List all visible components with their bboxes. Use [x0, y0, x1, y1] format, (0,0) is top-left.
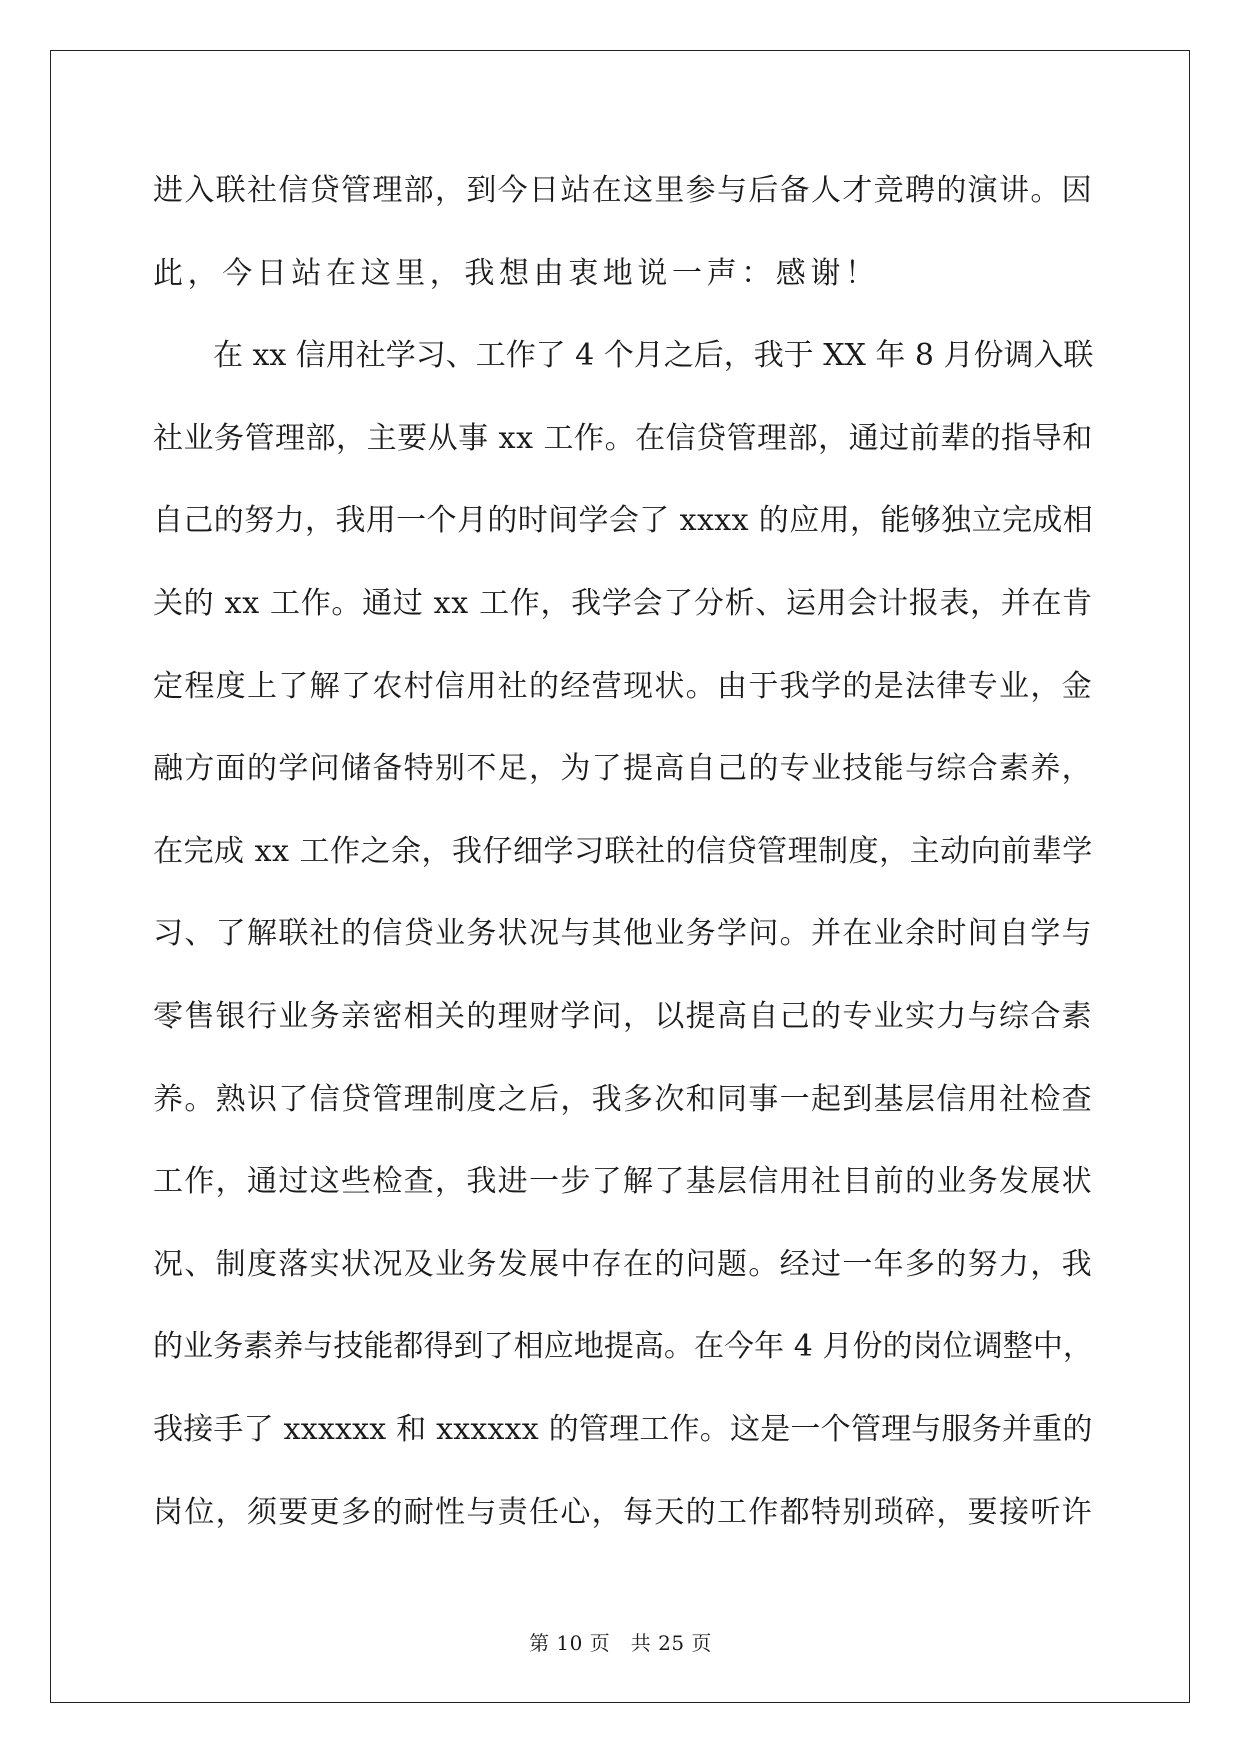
text-line: 自己的努力，我用一个月的时间学会了 xxxx 的应用，能够独立完成相 [153, 503, 1094, 539]
text-line: 此，今日站在这里，我想由衷地说一声：感谢！ [153, 255, 880, 291]
page-number-footer: 第 10 页 共 25 页 [529, 1631, 712, 1655]
text-line: 养。熟识了信贷管理制度之后，我多次和同事一起到基层信用社检查 [153, 1081, 1093, 1117]
text-line: 在 xx 信用社学习、工作了 4 个月之后，我于 XX 年 8 月份调入联 [153, 338, 1094, 374]
text-line: 工作，通过这些检查，我进一步了解了基层信用社目前的业务发展状 [153, 1164, 1093, 1200]
text-line: 的业务素养与技能都得到了相应地提高。在今年 4 月份的岗位调整中， [153, 1329, 1093, 1365]
text-line: 关的 xx 工作。通过 xx 工作，我学会了分析、运用会计报表，并在肯 [153, 585, 1093, 621]
text-line: 进入联社信贷管理部，到今日站在这里参与后备人才竞聘的演讲。因 [153, 173, 1093, 208]
text-line: 我接手了 xxxxxx 和 xxxxxx 的管理工作。这是一个管理与服务并重的 [153, 1411, 1093, 1447]
document-body [153, 163, 1093, 1567]
text-line: 习、了解联社的信贷业务状况与其他业务学问。并在业余时间自学与 [153, 916, 1093, 952]
text-line: 零售银行业务亲密相关的理财学问，以提高自己的专业实力与综合素 [153, 998, 1093, 1034]
text-line: 定程度上了解了农村信用社的经营现状。由于我学的是法律专业，金 [153, 668, 1093, 704]
text-line: 社业务管理部，主要从事 xx 工作。在信贷管理部，通过前辈的指导和 [153, 420, 1093, 456]
text-line: 在完成 xx 工作之余，我仔细学习联社的信贷管理制度，主动向前辈学 [153, 833, 1093, 869]
text-line: 岗位，须要更多的耐性与责任心，每天的工作都特别琐碎，要接听许 [153, 1494, 1093, 1530]
text-line: 融方面的学问储备特别不足，为了提高自己的专业技能与综合素养， [153, 751, 1093, 787]
text-line: 况、制度落实状况及业务发展中存在的问题。经过一年多的努力，我 [153, 1246, 1093, 1282]
